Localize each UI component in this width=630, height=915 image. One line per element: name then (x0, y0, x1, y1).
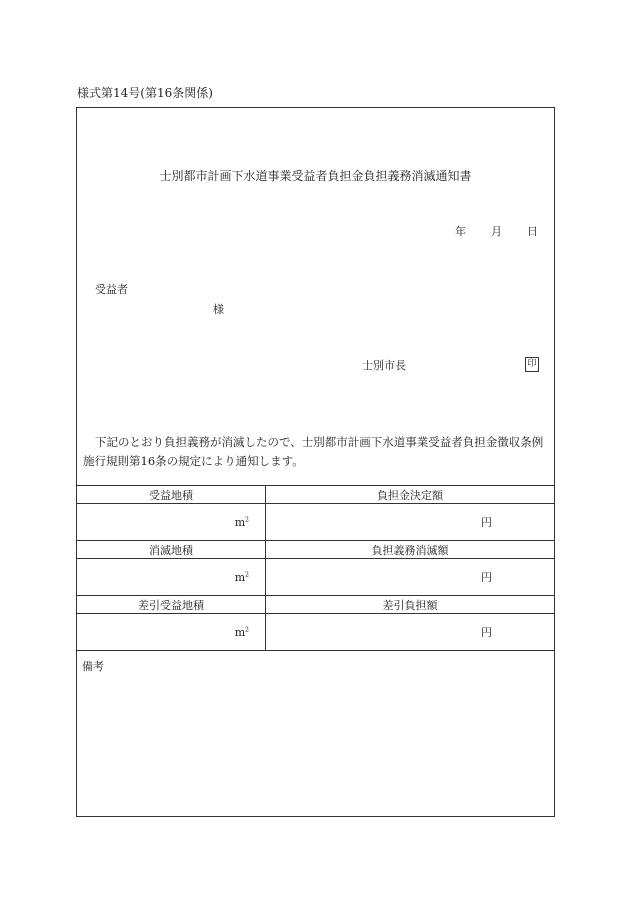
extinguished-area-value (77, 559, 266, 596)
seal-icon: 印 (525, 357, 539, 372)
header-net-amount: 差引負担額 (266, 596, 555, 614)
unit-yen: 円 (481, 516, 492, 529)
assessment-amount-value (266, 504, 555, 541)
date-year: 年 (455, 225, 466, 238)
remarks-label: 備考 (82, 660, 104, 673)
unit-square-meter: m (234, 625, 246, 639)
header-extinguished-area: 消滅地積 (77, 541, 266, 559)
header-extinguished-amount: 負担義務消滅額 (266, 541, 555, 559)
recipient-label: 受益者 (95, 283, 128, 296)
area-amount-table (77, 485, 554, 651)
header-benefit-area: 受益地積 (77, 486, 266, 504)
table-row (77, 596, 554, 614)
unit-square-meter: m (234, 570, 246, 584)
recipient-honorific: 様 (213, 303, 224, 316)
issuer-name: 士別市長 (362, 359, 406, 372)
table-row (77, 486, 554, 504)
table-row (77, 614, 554, 651)
form-number: 様式第14号(第16条関係) (77, 86, 213, 100)
header-net-benefit-area: 差引受益地積 (77, 596, 266, 614)
unit-superscript: 2 (245, 515, 249, 523)
unit-yen: 円 (481, 626, 492, 639)
benefit-area-value (77, 504, 266, 541)
table-row (77, 504, 554, 541)
form-frame (76, 107, 555, 817)
body-text: 下記のとおり負担義務が消滅したので、士別都市計画下水道事業受益者負担金徴収条例施行規則第16条の規定により通知します。 (83, 435, 544, 468)
seal-mark (525, 356, 539, 372)
table-row (77, 541, 554, 559)
unit-superscript: 2 (245, 570, 249, 578)
form-title: 士別都市計画下水道事業受益者負担金負担義務消滅通知書 (159, 169, 472, 183)
table-row (77, 559, 554, 596)
unit-superscript: 2 (245, 625, 249, 633)
net-benefit-area-value (77, 614, 266, 651)
date-day: 日 (527, 225, 538, 238)
date-month: 月 (491, 225, 502, 238)
unit-square-meter: m (234, 515, 246, 529)
header-assessment-amount: 負担金決定額 (266, 486, 555, 504)
unit-yen: 円 (481, 571, 492, 584)
extinguished-amount-value (266, 559, 555, 596)
net-amount-value (266, 614, 555, 651)
